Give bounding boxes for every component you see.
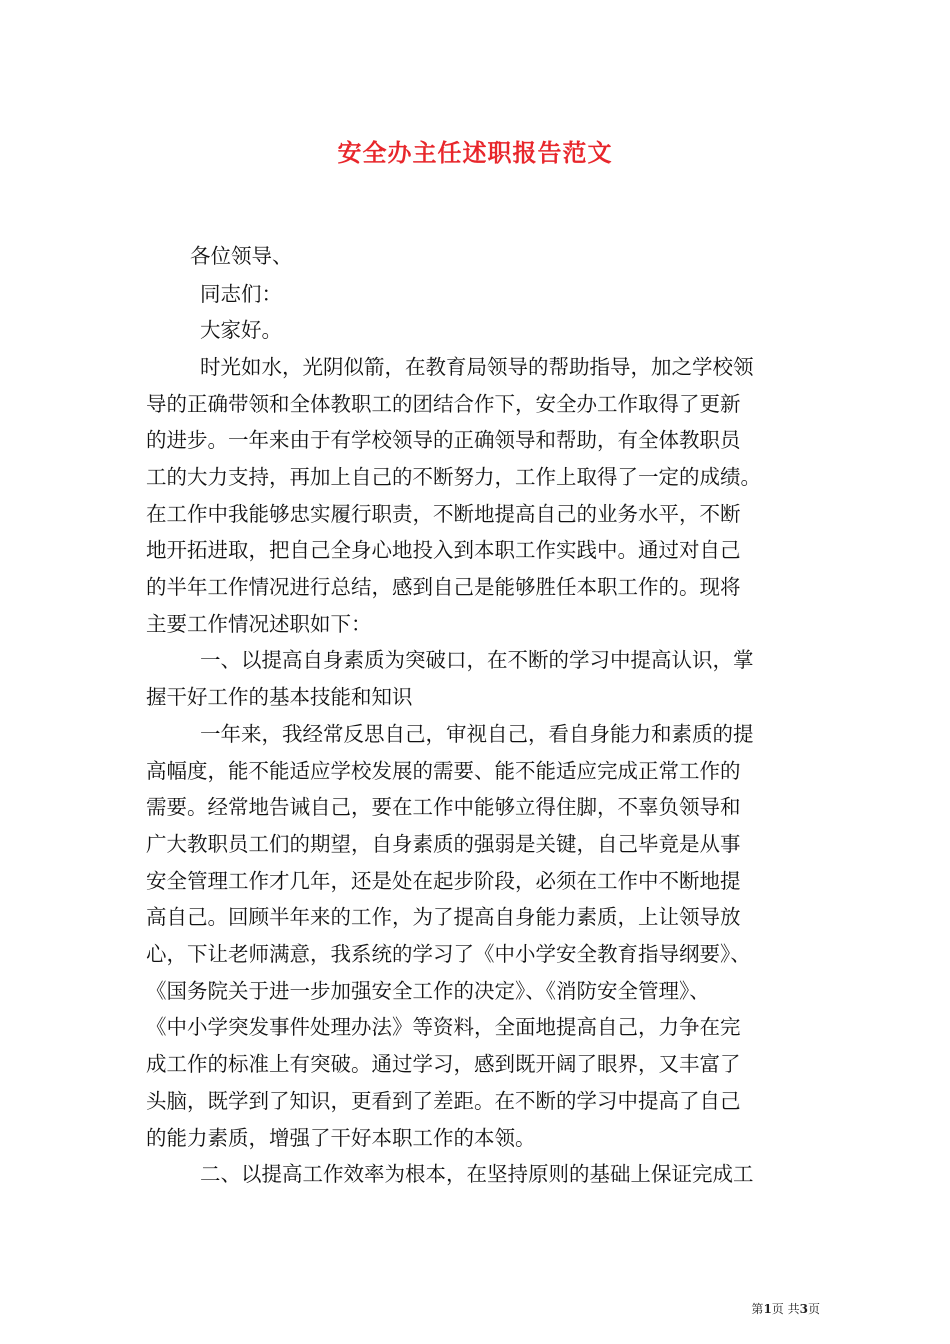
section-heading-line: 二、以提高工作效率为根本，在坚持原则的基础上保证完成工 — [200, 1162, 754, 1186]
paragraph-line: 头脑，既学到了知识，更看到了差距。在不断的学习中提高了自己 — [146, 1089, 741, 1113]
paragraph-line: 成工作的标准上有突破。通过学习，感到既开阔了眼界，又丰富了 — [146, 1052, 741, 1076]
section-heading-line: 一、以提高自身素质为突破口，在不断的学习中提高认识，掌 — [200, 648, 754, 672]
paragraph-line: 高幅度，能不能适应学校发展的需要、能不能适应完成正常工作的 — [146, 759, 741, 783]
paragraph-line: 的能力素质，增强了干好本职工作的本领。 — [146, 1126, 536, 1150]
paragraph-line: 高自己。回顾半年来的工作，为了提高自身能力素质，上让领导放 — [146, 905, 741, 929]
paragraph-line: 的进步。一年来由于有学校领导的正确领导和帮助，有全体教职员 — [146, 428, 741, 452]
paragraph-line: 广大教职员工们的期望，自身素质的强弱是关键，自己毕竟是从事 — [146, 832, 741, 856]
document-title: 安全办主任述职报告范文 — [337, 138, 613, 167]
page-number-footer — [680, 1300, 820, 1317]
greeting-line: 大家好。 — [200, 318, 282, 342]
paragraph-line: 一年来，我经常反思自己，审视自己，看自身能力和素质的提 — [200, 722, 754, 746]
total-page-number: 3 — [799, 1302, 808, 1316]
paragraph-line: 需要。经常地告诫自己，要在工作中能够立得住脚，不辜负领导和 — [146, 795, 741, 819]
paragraph-line: 安全管理工作才几年，还是处在起步阶段，必须在工作中不断地提 — [146, 869, 741, 893]
paragraph-line: 在工作中我能够忠实履行职责，不断地提高自己的业务水平，不断 — [146, 502, 741, 526]
footer-prefix: 第 — [751, 1302, 764, 1316]
paragraph-line: 的半年工作情况进行总结，感到自己是能够胜任本职工作的。现将 — [146, 575, 741, 599]
current-page-number: 1 — [763, 1302, 772, 1316]
paragraph-line: 主要工作情况述职如下： — [146, 612, 372, 636]
salutation-line: 各位领导、 — [190, 244, 293, 268]
paragraph-line: 导的正确带领和全体教职工的团结合作下，安全办工作取得了更新 — [146, 392, 741, 416]
paragraph-line: 心，下让老师满意，我系统的学习了《中小学安全教育指导纲要》、 — [146, 942, 751, 966]
paragraph-line: 时光如水，光阴似箭，在教育局领导的帮助指导，加之学校领 — [200, 355, 754, 379]
footer-suffix: 页 — [807, 1302, 820, 1316]
paragraph-line: 地开拓进取，把自己全身心地投入到本职工作实践中。通过对自己 — [146, 538, 741, 562]
paragraph-line: 《中小学突发事件处理办法》等资料，全面地提高自己，力争在完 — [146, 1015, 741, 1039]
paragraph-line: 《国务院关于进一步加强安全工作的决定》、《消防安全管理》、 — [146, 979, 710, 1003]
salutation-line: 同志们： — [200, 282, 282, 306]
paragraph-line: 工的大力支持，再加上自己的不断努力，工作上取得了一定的成绩。 — [146, 465, 761, 489]
section-heading-line: 握干好工作的基本技能和知识 — [146, 685, 413, 709]
footer-middle: 页 共 — [771, 1302, 800, 1316]
